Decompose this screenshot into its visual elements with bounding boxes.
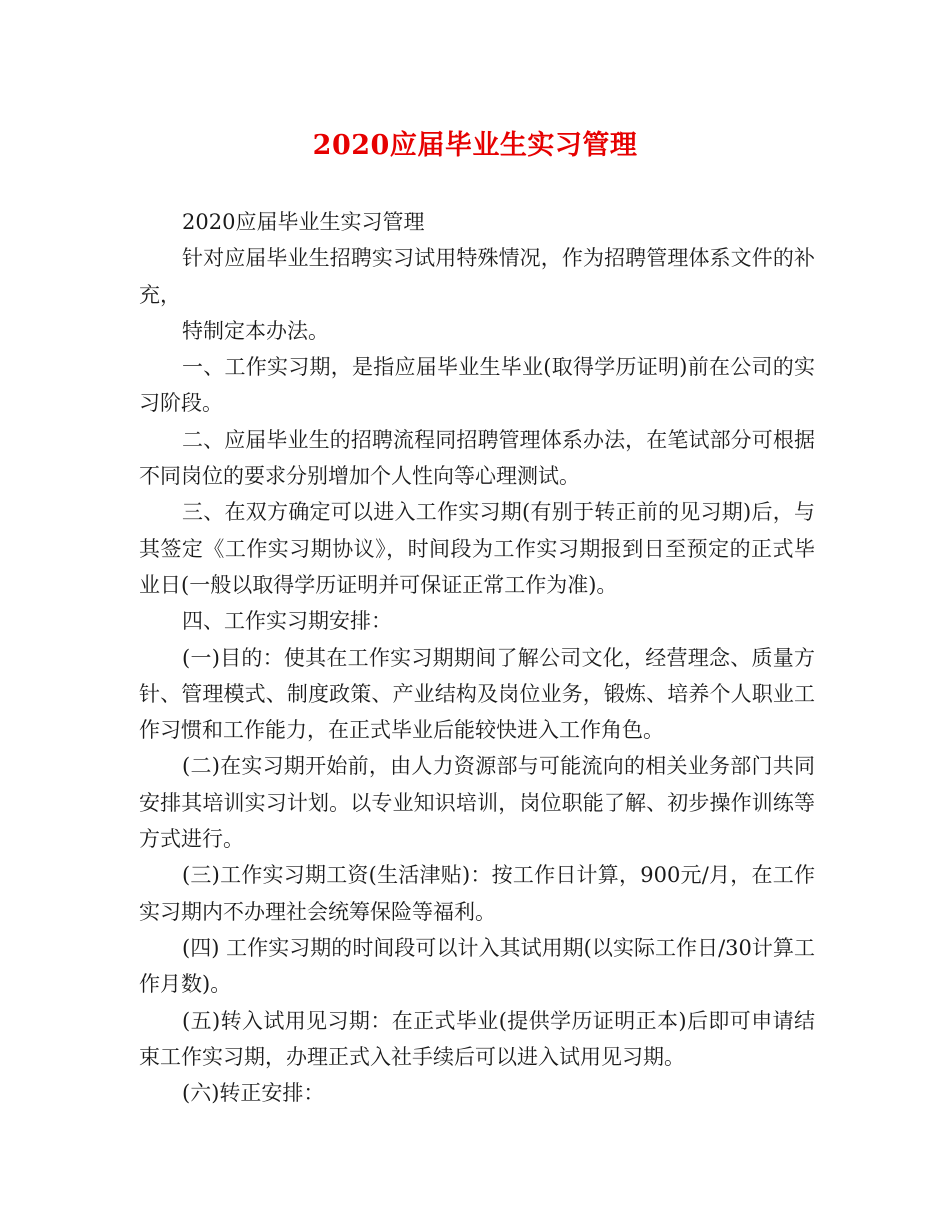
paragraph: (四) 工作实习期的时间段可以计入其试用期(以实际工作日/30计算工作月数)。 (139, 935, 815, 997)
paragraph: (五)转入试用见习期：在正式毕业(提供学历证明正本)后即可申请结束工作实习期，办理正式入社手续后可以进入试用见习期。 (139, 1008, 815, 1069)
paragraph: 特制定本办法。 (182, 318, 329, 343)
paragraph: 2020应届毕业生实习管理 (182, 210, 425, 234)
paragraph: (三)工作实习期工资(生活津贴)：按工作日计算，900元/月，在工作实习期内不办理社会统筹保险等福利。 (139, 863, 815, 924)
document-title: 2020应届毕业生实习管理 (312, 130, 638, 161)
paragraph: (六)转正安排： (182, 1081, 325, 1106)
paragraph: 针对应届毕业生招聘实习试用特殊情况，作为招聘管理体系文件的补充， (139, 246, 815, 307)
document-body (139, 204, 815, 1111)
paragraph: 三、在双方确定可以进入工作实习期(有别于转正前的见习期)后，与其签定《工作实习期协议》，时间段为工作实习期报到日至预定的正式毕业日(一般以取得学历证明并可保证正常工作为准)。 (139, 500, 815, 597)
paragraph: 二、应届毕业生的招聘流程同招聘管理体系办法，在笔试部分可根据不同岗位的要求分别增加个人性向等心理测试。 (139, 427, 815, 489)
paragraph: (二)在实习期开始前，由人力资源部与可能流向的相关业务部门共同安排其培训实习计划。以专业知识培训，岗位职能了解、初步操作训练等方式进行。 (139, 754, 815, 852)
paragraph: 四、工作实习期安排： (182, 609, 392, 634)
paragraph: 一、工作实习期，是指应届毕业生毕业(取得学历证明)前在公司的实习阶段。 (139, 355, 815, 416)
paragraph: (一)目的：使其在工作实习期期间了解公司文化，经营理念、质量方针、管理模式、制度政策、产业结构及岗位业务，锻炼、培养个人职业工作习惯和工作能力，在正式毕业后能较快进入工作角色。 (139, 645, 815, 743)
